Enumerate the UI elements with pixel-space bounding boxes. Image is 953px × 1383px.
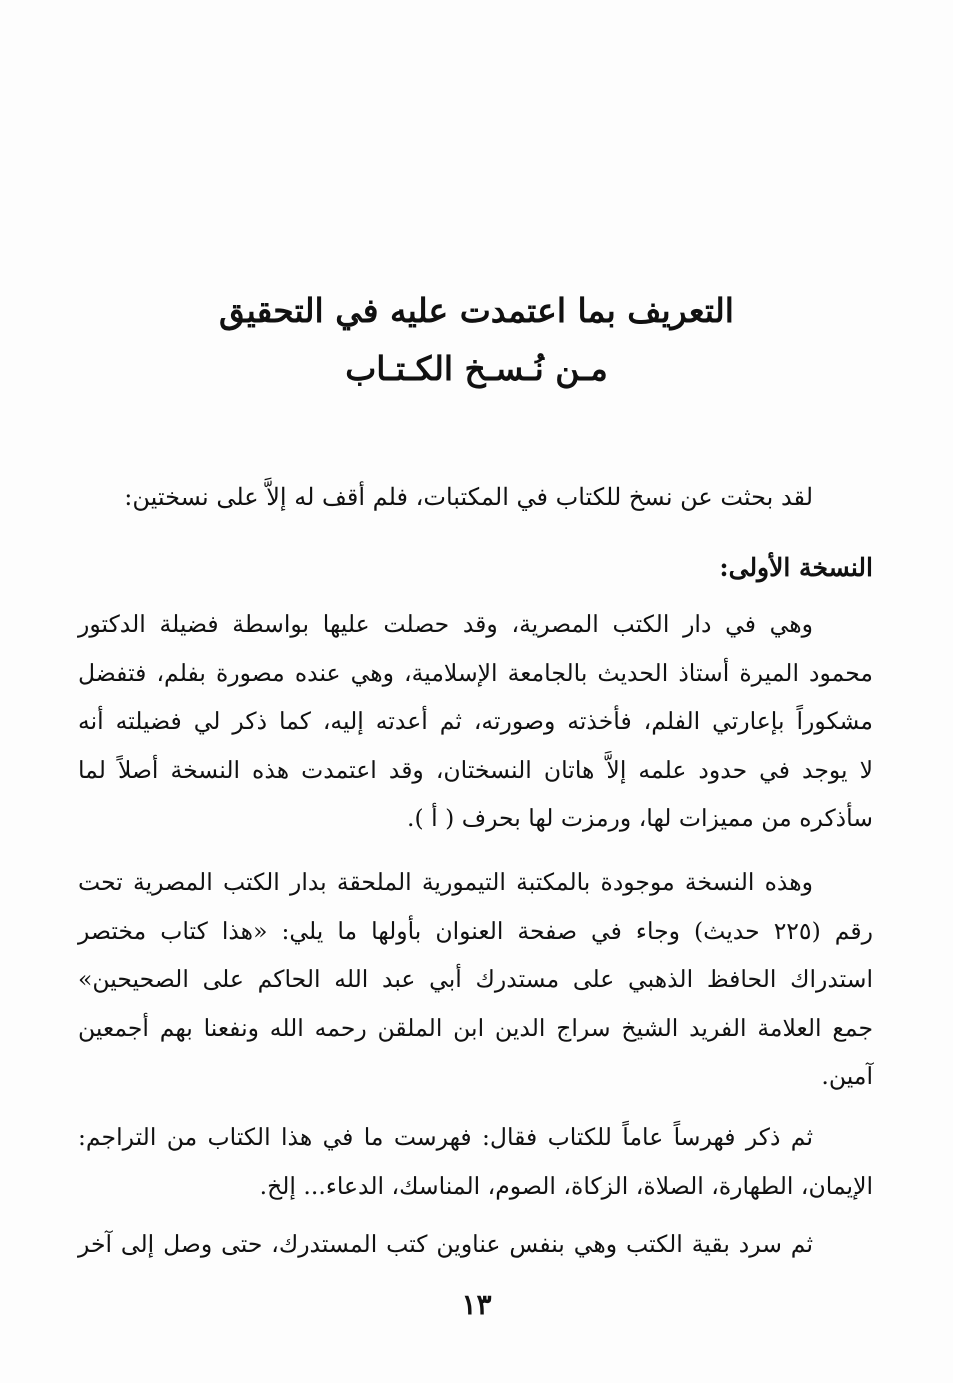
intro-text: لقد بحثت عن نسخ للكتاب في المكتبات، فلم أقف له إلاَّ على نسختين: [124, 483, 813, 511]
text-line: آمين. [821, 1062, 873, 1091]
paragraph-title-page [78, 858, 873, 1101]
paragraph-index [78, 1113, 873, 1210]
paragraph-first-copy-location [78, 600, 873, 843]
text-line: جمع العلامة الفريد الشيخ سراج الدين ابن الملقن رحمه الله ونفعنا بهم أجمعين [78, 1013, 873, 1042]
text-line: ثم ذكر فهرساً عاماً للكتاب فقال: فهرست ما في هذا الكتاب من التراجم: [78, 1123, 813, 1151]
text-line: مشكوراً بإعارتي الفلم، فأخذته وصورته، ثم أعدته إليه، كما ذكر لي فضيلته أنه [78, 707, 873, 736]
paragraph-continuation [78, 1220, 873, 1269]
page-number: ١٣ [461, 1288, 492, 1321]
page-title [80, 282, 873, 398]
title-line-2: مـن نُـسـخ الكـتـاب [345, 349, 608, 388]
text-line: سأذكره من مميزات لها، ورمزت لها بحرف ( أ ). [406, 804, 873, 833]
text-line: الإيمان، الطهارة، الصلاة، الزكاة، الصوم، المناسك، الدعاء... إلخ. [259, 1171, 873, 1200]
text-line: لا يوجد في حدود علمه إلاَّ هاتان النسختان، وقد اعتمدت هذه النسخة أصلاً لما [78, 755, 873, 784]
text-line: وهي في دار الكتب المصرية، وقد حصلت عليها بواسطة فضيلة الدكتور [78, 610, 813, 638]
text-line: رقم (٢٢٥ حديث) وجاء في صفحة العنوان بأولها ما يلي: «هذا كتاب مختصر [78, 916, 873, 945]
text-line: استدراك الحافظ الذهبي على مستدرك أبي عبد الله الحاكم على الصحيحين» [78, 965, 873, 994]
text-line: وهذه النسخة موجودة بالمكتبة التيمورية الملحقة بدار الكتب المصرية تحت [78, 868, 813, 896]
text-line: ثم سرد بقية الكتب وهي بنفس عناوين كتب المستدرك، حتى وصل إلى آخر [78, 1230, 813, 1258]
text-line: محمود الميرة أستاذ الحديث بالجامعة الإسلامية، وهي عنده مصورة بفلم، فتفضل [78, 658, 873, 687]
title-line-1: التعريف بما اعتمدت عليه في التحقيق [219, 291, 734, 330]
section-heading: النسخة الأولى: [719, 553, 873, 582]
